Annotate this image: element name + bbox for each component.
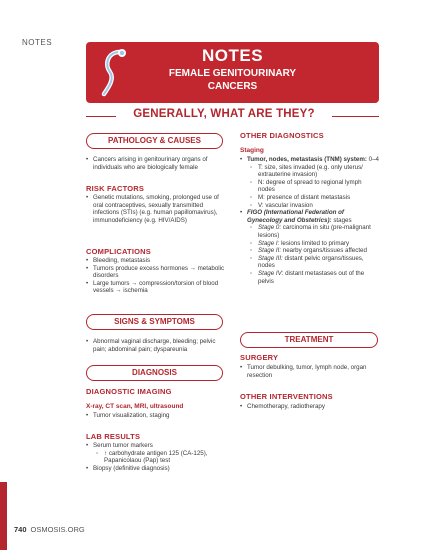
list-subitem: ◦ M: presence of distant metastasis (240, 194, 380, 202)
list-item: • Cancers arising in genitourinary organs of individuals who are biologically female (86, 156, 226, 171)
tnm-label: Tumor, nodes, metastasis (TNM) system: (247, 156, 367, 163)
figo-label: FIGO (International Federation of Gynecology and Obstetrics): (247, 209, 344, 224)
surgery-heading: SURGERY (240, 353, 279, 362)
stage-text: carcinoma in situ (pre-malignant lesions) (258, 224, 371, 239)
list-subitem: ◦ N: degree of spread to regional lymph nodes (240, 179, 380, 194)
list-item: • Tumor debulking, tumor, lymph node, organ resection (240, 364, 380, 379)
side-accent-bar (0, 482, 7, 550)
banner-subtitle (86, 67, 379, 93)
stage-label: Stage II: (258, 247, 282, 255)
complications-list (86, 257, 226, 295)
stage-label: Stage 0: (258, 224, 282, 232)
tnm-range: 0–4 (368, 156, 379, 163)
heading-rule-right (332, 116, 379, 117)
diagnostic-imaging-heading: DIAGNOSTIC IMAGING (86, 387, 172, 396)
site-link[interactable]: OSMOSIS.ORG (30, 525, 85, 534)
list-item: • Bleeding, metastasis (86, 257, 226, 265)
page-footer (14, 525, 85, 534)
section-label: NOTES (22, 38, 53, 47)
risk-factors-heading: RISK FACTORS (86, 184, 145, 193)
banner-title: NOTES (201, 46, 264, 65)
stage-text: nearby organs/tissues affected (282, 247, 367, 255)
list-item: • Tumors produce excess hormones → metabolic disorders (86, 265, 226, 280)
other-interventions-list (240, 403, 380, 411)
list-subitem: ◦ T: size, sites invaded (e.g. only uterus/ extrauterine invasion) (240, 164, 380, 179)
signs-symptoms-list (86, 338, 226, 353)
page-number: 740 (14, 525, 27, 534)
list-subitem: ◦ ↑ carbohydrate antigen 125 (CA-125), Papanicolaou (Pap) test (86, 450, 226, 465)
stage-text: distant metastases out of the pelvis (258, 269, 365, 285)
complications-heading: COMPLICATIONS (86, 247, 151, 256)
staging-list (240, 156, 380, 285)
pathology-causes-heading: PATHOLOGY & CAUSES (86, 133, 223, 149)
stage-label: Stage III: (258, 254, 283, 262)
lab-results-list (86, 442, 226, 472)
risk-factors-list (86, 194, 226, 224)
list-item: • Genetic mutations, smoking, prolonged use of oral contraceptives, sexually transmitted infections (STIs) (e.g. human papillomavirus), immunodeficiency (e.g. HIV/AIDS) (86, 194, 226, 224)
imaging-list (86, 412, 226, 420)
list-subitem (240, 224, 380, 239)
other-diagnostics-heading: OTHER DIAGNOSTICS (240, 131, 324, 140)
imaging-modalities: X-ray, CT scan, MRI, ultrasound (86, 403, 184, 410)
main-heading: GENERALLY, WHAT ARE THEY? (133, 108, 315, 120)
list-subitem (240, 240, 380, 248)
figo-rest: stages (333, 216, 352, 224)
list-item (240, 209, 380, 224)
list-item: • Large tumors → compression/torsion of blood vessels → ischemia (86, 280, 226, 295)
other-interventions-heading: OTHER INTERVENTIONS (240, 392, 333, 401)
heading-rule-left (86, 116, 116, 117)
surgery-list (240, 364, 380, 379)
banner-subtitle-line-1: FEMALE GENITOURINARY (168, 68, 297, 79)
list-item: • Biopsy (definitive diagnosis) (86, 465, 226, 473)
stage-text: lesions limited to primary (281, 239, 350, 247)
diagnosis-heading: DIAGNOSIS (86, 365, 223, 381)
treatment-heading: TREATMENT (240, 332, 378, 348)
list-subitem (240, 270, 380, 285)
banner-subtitle-line-2: CANCERS (207, 81, 258, 92)
list-item: • Tumor visualization, staging (86, 412, 226, 420)
list-item: • Abnormal vaginal discharge, bleeding; pelvic pain; abdominal pain; dyspareunia (86, 338, 226, 353)
list-subitem (240, 255, 380, 270)
staging-heading: Staging (240, 147, 264, 154)
list-item: • Serum tumor markers (86, 442, 226, 450)
signs-symptoms-heading: SIGNS & SYMPTOMS (86, 314, 223, 330)
list-subitem: ◦ V: vascular invasion (240, 202, 380, 210)
list-item: • Chemotherapy, radiotherapy (240, 403, 380, 411)
stage-text: distant pelvic organs/tissues, nodes (258, 254, 364, 270)
lab-results-heading: LAB RESULTS (86, 432, 141, 441)
stage-label: Stage IV: (258, 269, 284, 277)
list-item (240, 156, 380, 164)
stage-label: Stage I: (258, 239, 280, 247)
pathology-causes-list (86, 156, 226, 171)
list-subitem (240, 247, 380, 255)
